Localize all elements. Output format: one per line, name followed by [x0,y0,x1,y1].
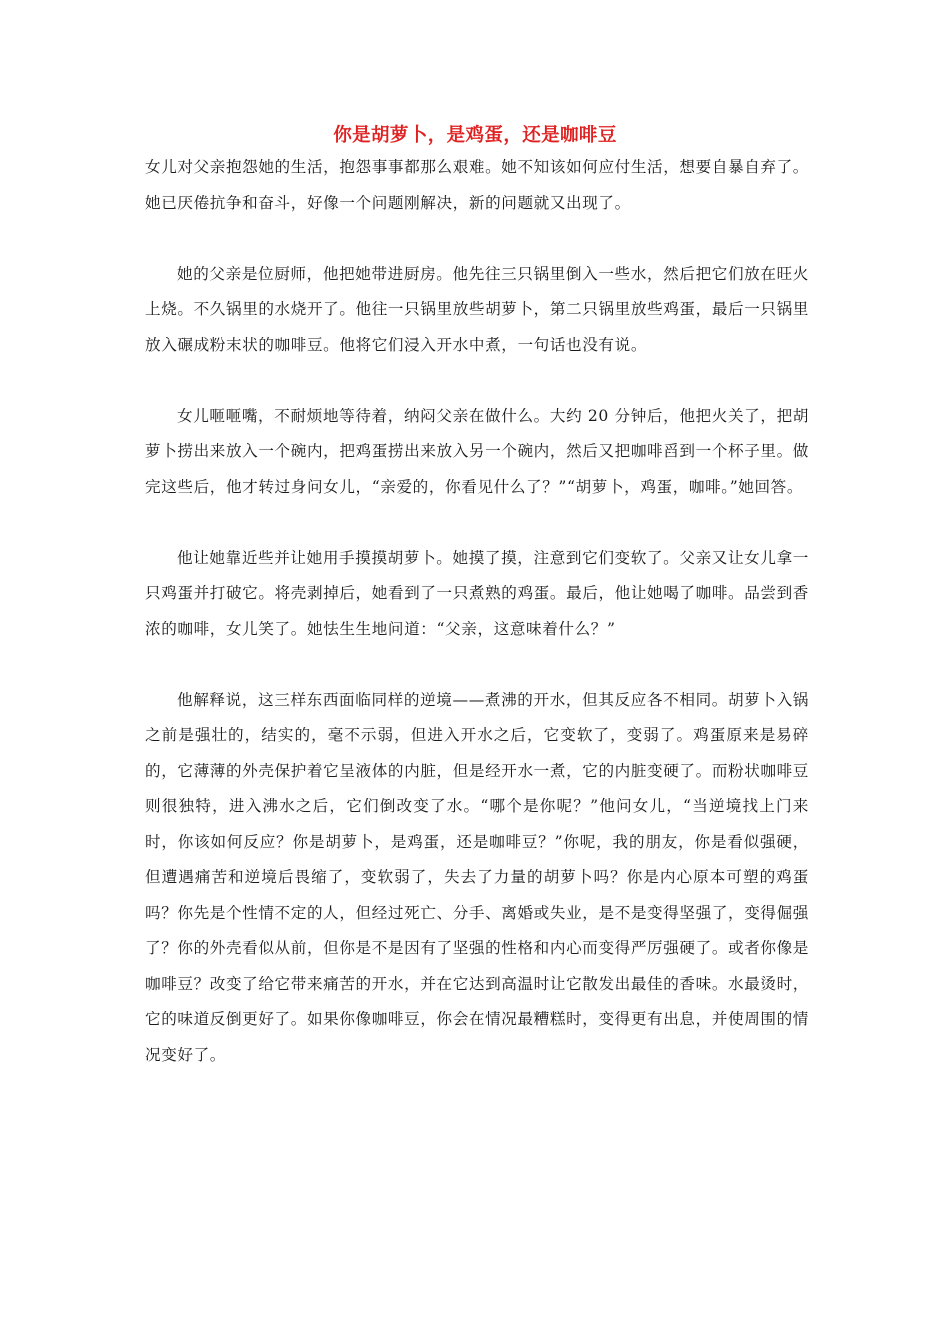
paragraph-1: 女儿对父亲抱怨她的生活，抱怨事事都那么艰难。她不知该如何应付生活，想要自暴自弃了。她已厌倦抗争和奋斗，好像一个问题刚解决，新的问题就又出现了。 [145,158,809,212]
document-body [145,150,809,1073]
document-title: 你是胡萝卜，是鸡蛋，还是咖啡豆 [333,125,617,146]
paragraph-4: 他让她靠近些并让她用手摸摸胡萝卜。她摸了摸，注意到它们变软了。父亲又让女儿拿一只鸡蛋并打破它。将壳剥掉后，她看到了一只煮熟的鸡蛋。最后，他让她喝了咖啡。品尝到香浓的咖啡，女儿笑了。她怯生生地问道：“父亲，这意味着什么？” [145,548,809,638]
paragraph-2: 她的父亲是位厨师，他把她带进厨房。他先往三只锅里倒入一些水，然后把它们放在旺火上烧。不久锅里的水烧开了。他往一只锅里放些胡萝卜，第二只锅里放些鸡蛋，最后一只锅里放入碾成粉末状的咖啡豆。他将它们浸入开水中煮，一句话也没有说。 [145,264,809,354]
paragraph-3: 女儿咂咂嘴，不耐烦地等待着，纳闷父亲在做什么。大约 20 分钟后，他把火关了，把胡萝卜捞出来放入一个碗内，把鸡蛋捞出来放入另一个碗内，然后又把咖啡舀到一个杯子里。做完这些后，他才转过身问女儿，“亲爱的，你看见什么了？”“胡萝卜，鸡蛋，咖啡。”她回答。 [145,406,809,496]
paragraph-5: 他解释说，这三样东西面临同样的逆境——煮沸的开水，但其反应各不相同。胡萝卜入锅之前是强壮的，结实的，毫不示弱，但进入开水之后，它变软了，变弱了。鸡蛋原来是易碎的，它薄薄的外壳保护着它呈液体的内脏，但是经开水一煮，它的内脏变硬了。而粉状咖啡豆则很独特，进入沸水之后，它们倒改变了水。“哪个是你呢？”他问女儿，“当逆境找上门来时，你该如何反应？你是胡萝卜，是鸡蛋，还是咖啡豆？”你呢，我的朋友，你是看似强硬，但遭遇痛苦和逆境后畏缩了，变软弱了，失去了力量的胡萝卜吗？你是内心原本可塑的鸡蛋吗？你先是个性情不定的人，但经过死亡、分手、离婚或失业，是不是变得坚强了，变得倔强了？你的外壳看似从前，但你是不是因有了坚强的性格和内心而变得严厉强硬了。或者你像是咖啡豆？改变了给它带来痛苦的开水，并在它达到高温时让它散发出最佳的香味。水最烫时，它的味道反倒更好了。如果你像咖啡豆，你会在情况最糟糕时，变得更有出息，并使周围的情况变好了。 [145,690,809,1064]
